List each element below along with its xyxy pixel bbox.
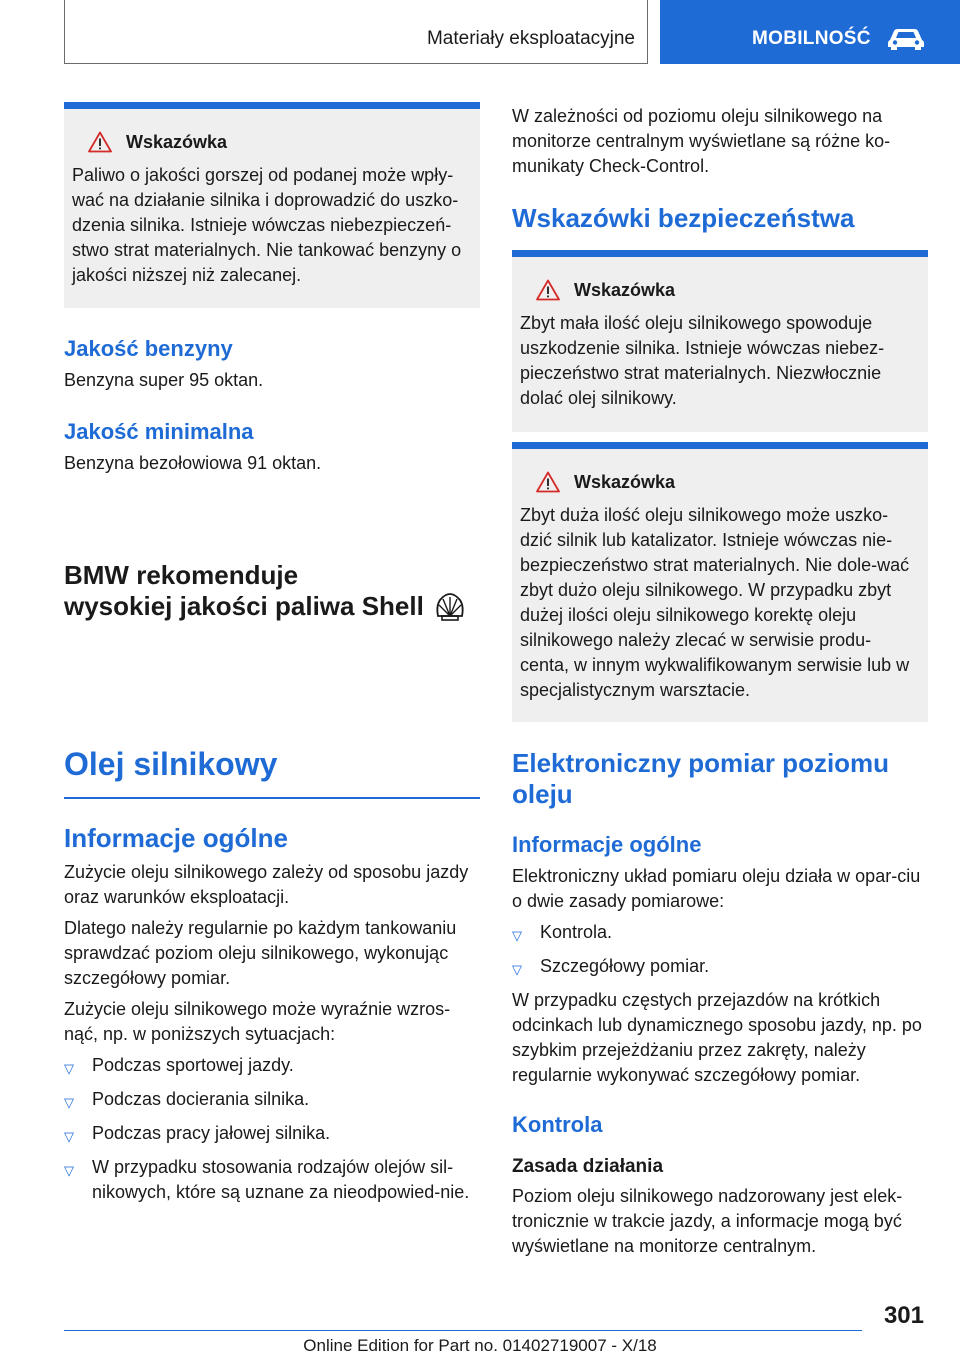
warning-box (64, 102, 480, 308)
min-quality-heading: Jakość minimalna (64, 419, 254, 444)
warning-text: Zbyt mała ilość oleju silnikowego spowoduje uszkodzenie silnika. Istnieje wówczas niebez-pieczeństwo strat materialnych. Niezwłocznie dolać olej silnikowy. (520, 313, 885, 408)
principle-text: Poziom oleju silnikowego nadzorowany jest elek-tronicznie w trakcie jazdy, a informacje mogą być wyświetlane na monitorze centralnym. (512, 1186, 903, 1256)
section-title: Materiały eksploatacyjne (426, 28, 635, 49)
chapter-tab[interactable] (660, 0, 960, 64)
left-column (64, 102, 480, 1205)
bmw-line-2: wysokiej jakości paliwa Shell (64, 591, 424, 621)
edition-text: Online Edition for Part no. 01402719007 - X/18 (303, 1336, 657, 1355)
list-item: ▽ Kontrola. (512, 920, 928, 948)
min-quality-text: Benzyna bezołowiowa 91 oktan. (64, 453, 322, 473)
warning-icon (536, 279, 560, 301)
triangle-bullet-icon: ▽ (64, 1163, 74, 1178)
intro-text: W zależności od poziomu oleju silnikowego na monitorze centralnym wyświetlane są różne ko-munikaty Check-Control. (512, 106, 891, 176)
warning-title: Wskazówka (126, 131, 228, 152)
triangle-bullet-icon: ▽ (512, 962, 522, 977)
general-info-heading: Informacje ogólne (64, 823, 288, 853)
list-item: ▽ Podczas pracy jałowej silnika. (64, 1121, 480, 1149)
list-item: ▽ Podczas docierania silnika. (64, 1087, 480, 1115)
shell-recommendation (64, 560, 480, 622)
header-section-box (64, 0, 648, 64)
paragraph-1: Zużycie oleju silnikowego zależy od sposobu jazdy oraz warunków eksploatacji. (64, 862, 469, 907)
paragraph-3: Zużycie oleju silnikowego może wyraźnie wzros-nąć, np. w poniższych sytuacjach: (64, 999, 451, 1044)
warning-title: Wskazówka (574, 279, 676, 300)
warning-text: Paliwo o jakości gorszej od podanej może wpły-wać na działanie silnika i doprowadzić do uszko-dzenia silnika. Istnieje wówczas niebezpieczeń-stwo strat materialnych. Nie tankować benzyny o jakości niższej niż zalecanej. (72, 165, 462, 285)
page-number: 301 (883, 1302, 924, 1329)
triangle-bullet-icon: ▽ (64, 1061, 74, 1076)
paragraph-2: Dlatego należy regularnie po każdym tankowaniu sprawdzać poziom oleju silnikowego, wykonując szczegółowy pomiar. (64, 918, 457, 988)
warning-box (512, 250, 928, 432)
heading-rule (64, 797, 480, 799)
list-item: ▽ Szczegółowy pomiar. (512, 954, 928, 982)
list-item: ▽ W przypadku stosowania rodzajów olejów sil-nikowych, które są uznane za nieodpowied-nie. (64, 1155, 480, 1205)
right-column (512, 104, 928, 1259)
warning-icon (536, 471, 560, 493)
electronic-measurement-heading: Elektroniczny pomiar poziomu oleju (512, 748, 890, 809)
footer-rule (64, 1330, 862, 1331)
general-info-heading: Informacje ogólne (512, 832, 702, 857)
control-heading: Kontrola (512, 1112, 603, 1137)
engine-oil-heading: Olej silnikowy (64, 746, 278, 782)
warning-box (512, 442, 928, 722)
list-item: ▽ Podczas sportowej jazdy. (64, 1053, 480, 1081)
warning-title: Wskazówka (574, 471, 676, 492)
principle-heading: Zasada działania (512, 1156, 664, 1177)
car-icon (886, 26, 926, 55)
triangle-bullet-icon: ▽ (64, 1129, 74, 1144)
bmw-line-1: BMW rekomenduje (64, 560, 299, 590)
fuel-quality-text: Benzyna super 95 oktan. (64, 370, 264, 390)
shell-logo-icon (434, 592, 466, 622)
fuel-quality-heading: Jakość benzyny (64, 336, 233, 361)
bullet-list (64, 1053, 480, 1205)
general-info-text: Elektroniczny układ pomiaru oleju działa w opar-ciu o dwie zasady pomiarowe: (512, 866, 921, 911)
measurement-paragraph: W przypadku częstych przejazdów na krótkich odcinkach lub dynamicznego sposobu jazdy, np. po szybkim przejeżdżaniu przez zakręty, należy regularnie wykonywać szczegółowy pomiar. (512, 990, 922, 1085)
triangle-bullet-icon: ▽ (64, 1095, 74, 1110)
chapter-title: MOBILNOŚĆ (752, 28, 871, 49)
safety-heading: Wskazówki bezpieczeństwa (512, 203, 855, 233)
bullet-list (512, 920, 928, 982)
triangle-bullet-icon: ▽ (512, 928, 522, 943)
warning-text: Zbyt duża ilość oleju silnikowego może uszko-dzić silnik lub katalizator. Istnieje wówczas nie-bezpieczeństwo strat materialnych. Nie dole-wać zbyt dużo oleju silnikowego. W przypadku zbyt dużej ilości oleju silnikowego korektę oleju silnikowego należy zlecać w serwisie produ-centa, w innym wykwalifikowanym serwisie lub w specjalistycznym warsztacie. (520, 505, 910, 700)
warning-icon (88, 131, 112, 153)
